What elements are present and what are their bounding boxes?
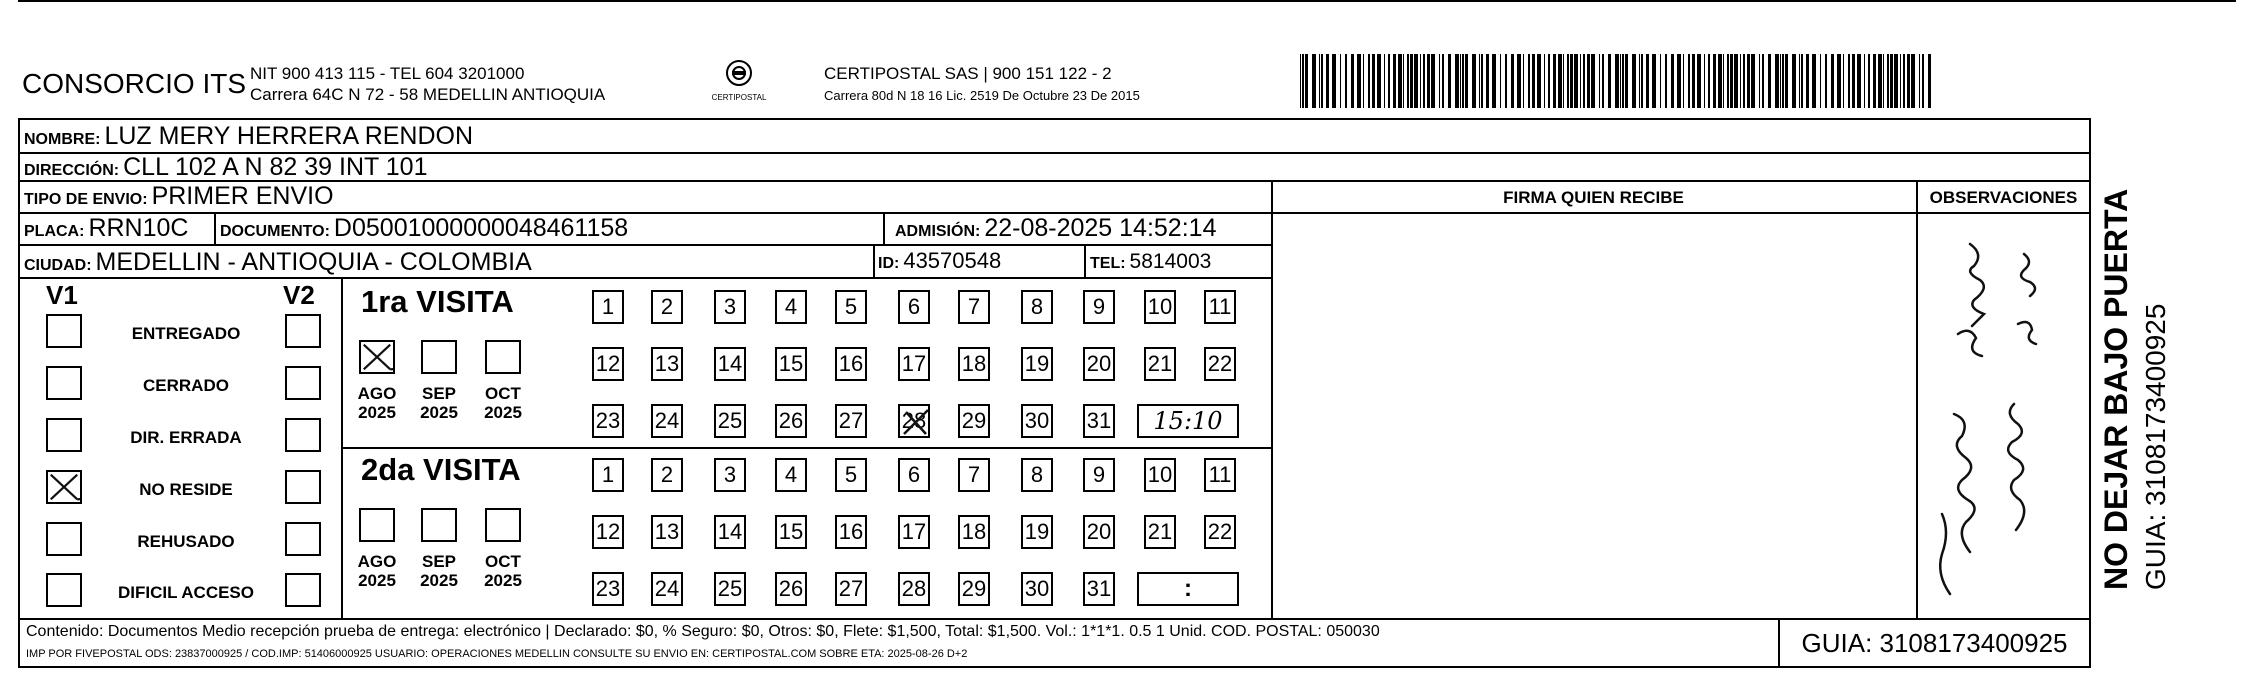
visit-divider [341,447,1271,449]
barcode-bar [1775,54,1779,108]
barcode-bar [1660,54,1661,108]
barcode-bar [1517,54,1521,108]
day-box[interactable]: 12 [592,515,624,549]
barcode-bar [1548,54,1550,108]
barcode-bar [1677,54,1681,108]
month-checkbox[interactable] [485,340,521,374]
documento-value: D05001000000048461158 [333,214,629,242]
barcode-bar [1887,54,1889,108]
barcode-bar [1448,54,1451,108]
barcode-bar [1439,54,1440,108]
barcode-bar [1302,54,1304,108]
barcode-bar [1782,54,1784,108]
barcode-bar [1801,54,1803,108]
status-label: ENTREGADO [131,324,241,343]
day-box[interactable]: 31 [1083,404,1115,438]
barcode-bar [1462,54,1464,108]
day-box[interactable]: 17 [898,515,930,549]
barcode-bar [1321,54,1323,108]
month-year: 2025 [358,403,396,422]
day-box[interactable]: 24 [651,404,683,438]
day-box[interactable]: 25 [714,572,746,606]
barcode-bar [1505,54,1507,108]
barcode-bar [1697,54,1701,108]
barcode-bar [1326,54,1329,108]
barcode-bar [1704,54,1705,108]
barcode-bar [1532,54,1535,108]
status-label: DIR. ERRADA [130,428,242,447]
month-name: OCT [485,552,521,571]
barcode-bar [1300,54,1301,108]
table-bottom-line [18,666,2091,668]
day-box[interactable]: 10 [1144,458,1176,492]
barcode-bar [1558,54,1562,108]
day-box[interactable]: 2 [651,458,683,492]
day-box[interactable]: 8 [1021,458,1053,492]
month-name: SEP [421,384,457,403]
day-box[interactable]: 20 [1083,515,1115,549]
barcode-bar [1723,54,1724,108]
month-label [475,552,531,590]
barcode-bar [1591,54,1595,108]
day-box[interactable]: 2 [651,290,683,324]
month-year: 2025 [484,403,522,422]
day-box[interactable]: 13 [651,515,683,549]
day-box[interactable]: 6 [898,458,930,492]
barcode-bar [1928,54,1931,108]
barcode-bar [1864,54,1865,108]
month-year: 2025 [420,571,458,590]
day-box[interactable]: 10 [1144,290,1176,324]
nombre-value: LUZ MERY HERRERA RENDON [104,122,474,150]
barcode-bar [1831,54,1834,108]
barcode-bar [1718,54,1722,108]
barcode-bar [1340,54,1341,108]
day-box[interactable]: 11 [1204,290,1236,324]
barcode-bar [1574,54,1578,108]
day-box[interactable]: 4 [775,290,807,324]
documento-row [220,216,628,241]
barcode-bar [1615,54,1619,108]
barcode-bar [1455,54,1459,108]
day-box[interactable]: 8 [1021,290,1053,324]
col-line [1084,244,1086,278]
month-name: SEP [421,552,457,571]
status-v2-checkbox[interactable] [285,573,321,607]
month-checkbox[interactable] [421,508,457,542]
check-mark-icon [361,342,393,372]
barcode-bar [1442,54,1444,108]
barcode-bar [1523,54,1524,108]
barcode-bar [1608,54,1611,108]
barcode-bar [1622,54,1624,108]
barcode-bar [1883,54,1884,108]
day-box[interactable]: 27 [835,572,867,606]
barcode-bar [1492,54,1496,108]
barcode-bar [1312,54,1316,108]
visit-title: 2da VISITA [361,452,521,487]
barcode-bar [1632,54,1636,108]
carrier-name: CERTIPOSTAL SAS | 900 151 122 - 2 [824,64,1112,83]
table-top-line [18,118,2091,120]
imp-line: IMP POR FIVEPOSTAL ODS: 23837000925 / COD.IMP: 51406000925 USUARIO: OPERACIONES MEDELLIN CONSULTE SU ENVIO EN: CERTIPOSTAL.COM SOBRE ETA: 2025-08-26 D+2 [26,648,968,660]
visit-time-box[interactable]: : [1137,572,1239,606]
side-warning: NO DEJAR BAJO PUERTA [2098,188,2134,590]
barcode-bar [1734,54,1738,108]
barcode-bar [1486,54,1489,108]
id-row [878,250,1001,272]
day-box[interactable]: 21 [1144,347,1176,381]
month-year: 2025 [420,403,458,422]
barcode-bar [1620,54,1621,108]
barcode-bar [1759,54,1760,108]
day-box[interactable]: 22 [1204,347,1236,381]
month-checkbox[interactable] [421,340,457,374]
barcode-bar [1652,54,1656,108]
status-v1-checkbox[interactable] [46,573,82,607]
month-label [411,384,467,422]
barcode-bar [1465,54,1468,108]
documento-label: DOCUMENTO: [220,223,330,240]
barcode-bar [1363,54,1364,108]
sender-name: CONSORCIO ITS [22,68,247,99]
status-label: REHUSADO [137,532,235,551]
barcode-bar [1868,54,1870,108]
barcode-bar [1740,54,1741,108]
barcode-bar [1890,54,1893,108]
day-box[interactable]: 7 [958,458,990,492]
ciudad-value: MEDELLIN - ANTIOQUIA - COLOMBIA [95,248,532,276]
day-box[interactable]: 29 [958,572,990,606]
month-name: AGO [357,552,397,571]
placa-label: PLACA: [24,223,85,240]
day-box[interactable]: 19 [1021,515,1053,549]
status-label: DIFICIL ACCESO [117,583,254,602]
day-box[interactable]: 14 [714,515,746,549]
barcode-bar [1587,54,1590,108]
carrier-address: Carrera 80d N 18 16 Lic. 2519 De Octubre 23 De 2015 [824,88,1140,103]
barcode-bar [1911,54,1915,108]
day-box[interactable]: 19 [1021,347,1053,381]
month-checkbox[interactable] [359,508,395,542]
day-box[interactable]: 5 [835,458,867,492]
barcode-bar [1665,54,1667,108]
status-v1-checkbox[interactable] [46,470,82,504]
barcode-bar [1431,54,1435,108]
visit-title: 1ra VISITA [361,284,514,319]
barcode-bar [1481,54,1483,108]
barcode-bar [1423,54,1425,108]
day-box[interactable]: 12 [592,347,624,381]
day-box[interactable]: 21 [1144,515,1176,549]
day-box[interactable]: 18 [958,515,990,549]
day-box[interactable]: 3 [714,290,746,324]
barcode-bar [1751,54,1755,108]
barcode-bar [1599,54,1600,108]
footer-guia: GUIA: 3108173400925 [1801,628,2068,658]
month-label [475,384,531,422]
barcode-bar [1472,54,1476,108]
side-guia: GUIA: 3108173400925 [2140,303,2171,590]
barcode-bar [1384,54,1385,108]
ciudad-label: CIUDAD: [24,257,92,274]
barcode-bar [1319,54,1320,108]
day-box[interactable]: 26 [775,572,807,606]
barcode-bar [1806,54,1809,108]
barcode-bar [1857,54,1861,108]
barcode-bar [1407,54,1409,108]
barcode-bar [1368,54,1370,108]
barcode-bar [1780,54,1781,108]
day-box[interactable]: 30 [1021,404,1053,438]
barcode-bar [1692,54,1695,108]
certipostal-logo [704,58,774,102]
barcode-bar [1825,54,1827,108]
id-value: 43570548 [903,248,1002,273]
barcode-bar [1747,54,1750,108]
barcode-bar [1544,54,1545,108]
day-box[interactable]: 28 [898,404,930,438]
barcode-bar [1479,54,1480,108]
barcode-bar [1730,54,1733,108]
col-line [883,212,885,246]
barcode-bar [1708,54,1710,108]
direccion-label: DIRECCIÓN: [24,162,120,179]
barcode-bar [1625,54,1628,108]
day-box[interactable]: 23 [592,404,624,438]
barcode-bar [1727,54,1729,108]
status-label: NO RESIDE [139,480,233,499]
sender-nit: NIT 900 413 115 - TEL 604 3201000 [250,64,525,83]
observaciones-handwriting [1918,214,2089,618]
day-box[interactable]: 28 [898,572,930,606]
id-label: ID: [878,255,900,272]
day-box[interactable]: 27 [835,404,867,438]
barcode-bar [1878,54,1882,108]
direccion-row [24,155,428,180]
day-box[interactable]: 13 [651,347,683,381]
barcode-bar [1894,54,1898,108]
placa-row [24,216,188,241]
table-left-line [18,118,20,668]
barcode-bar [1500,54,1501,108]
barcode-bar [1351,54,1354,108]
barcode-bar [1903,54,1905,108]
barcode-bar [1820,54,1821,108]
barcode-bar [1511,54,1514,108]
barcode-bar [1414,54,1418,108]
logo-emblem-icon [724,58,754,88]
status-v2-checkbox[interactable] [285,314,321,348]
barcode-bar [1900,54,1901,108]
status-v2-checkbox[interactable] [285,418,321,452]
day-box[interactable]: 9 [1083,290,1115,324]
admision-label: ADMISIÓN: [895,223,981,240]
barcode-bar [1563,54,1564,108]
barcode-bar [1799,54,1800,108]
day-box[interactable]: 25 [714,404,746,438]
barcode-bar [1305,54,1308,108]
barcode-bar [1639,54,1640,108]
barcode-bar [1922,54,1924,108]
barcode-bar [1420,54,1421,108]
status-v2-checkbox[interactable] [285,522,321,556]
barcode-bar [1567,54,1569,108]
tipo-label: TIPO DE ENVIO: [24,191,148,208]
status-v1-checkbox[interactable] [46,418,82,452]
day-check-mark-icon [900,406,932,440]
barcode-bar [1919,54,1920,108]
barcode-bar [1583,54,1585,108]
footer-top-line [18,618,2091,620]
table-right-line [2089,118,2091,668]
day-box[interactable]: 26 [775,404,807,438]
barcode-bar [1852,54,1855,108]
col-line [873,244,875,278]
day-box[interactable]: 15 [775,515,807,549]
barcode-bar [1641,54,1643,108]
logo-text: CERTIPOSTAL [711,93,767,102]
day-box[interactable]: 1 [592,458,624,492]
check-mark-icon [48,472,80,502]
barcode-bar [1403,54,1404,108]
tipo-value: PRIMER ENVIO [151,182,334,210]
visit-time-box[interactable]: 15:10 [1137,404,1239,438]
barcode-image [1298,54,1938,108]
day-box[interactable]: 29 [958,404,990,438]
barcode-bar [1812,54,1816,108]
status-v1-checkbox[interactable] [46,366,82,400]
day-box[interactable]: 6 [898,290,930,324]
day-box[interactable]: 18 [958,347,990,381]
tel-label: TEL: [1090,255,1126,272]
month-checkbox[interactable] [359,340,395,374]
tipo-row [24,184,334,209]
day-box[interactable]: 9 [1083,458,1115,492]
month-label [349,552,405,590]
month-year: 2025 [358,571,396,590]
barcode-bar [1688,54,1690,108]
day-box[interactable]: 15 [775,347,807,381]
signature-area[interactable] [1273,214,1916,618]
day-box[interactable]: 24 [651,572,683,606]
day-box[interactable]: 30 [1021,572,1053,606]
col-line [214,212,216,246]
barcode-bar [1393,54,1396,108]
barcode-bar [1372,54,1375,108]
top-border [18,0,2236,2]
status-label: CERRADO [143,376,229,395]
firma-header: FIRMA QUIEN RECIBE [1503,188,1684,207]
barcode-bar [1683,54,1684,108]
barcode-bar [1848,54,1850,108]
barcode-bar [1602,54,1604,108]
barcode-bar [1528,54,1530,108]
observaciones-header: OBSERVACIONES [1929,188,2078,207]
placa-value: RRN10C [88,214,189,242]
day-box[interactable]: 16 [835,515,867,549]
nombre-row [24,124,473,149]
admision-row [895,216,1216,241]
barcode-bar [1792,54,1796,108]
barcode-bar [1345,54,1347,108]
status-v1-checkbox[interactable] [46,522,82,556]
barcode-bar [1553,54,1556,108]
month-checkbox[interactable] [485,508,521,542]
barcode-bar [1460,54,1461,108]
direccion-value: CLL 102 A N 82 39 INT 101 [123,153,428,181]
nombre-label: NOMBRE: [24,131,101,148]
contenido-line: Contenido: Documentos Medio recepción prueba de entrega: electrónico | Declarado: $0, % Seguro: $0, Otros: $0, Flete: $1,500, Total: $1,500. Vol.: 1*1*1. 0.5 1 Unid. COD. POSTAL: 050030 [26,623,1380,640]
month-label [411,552,467,590]
barcode-bar [1332,54,1336,108]
day-box[interactable]: 7 [958,290,990,324]
day-box[interactable]: 20 [1083,347,1115,381]
day-box[interactable]: 22 [1204,515,1236,549]
day-box[interactable]: 5 [835,290,867,324]
barcode-bar [1377,54,1381,108]
barcode-bar [1785,54,1788,108]
day-box[interactable]: 4 [775,458,807,492]
barcode-bar [1646,54,1649,108]
month-year: 2025 [484,571,522,590]
status-v2-checkbox[interactable] [285,470,321,504]
v1-label: V1 [46,280,78,310]
day-box[interactable]: 3 [714,458,746,492]
barcode-bar [1398,54,1402,108]
day-box[interactable]: 31 [1083,572,1115,606]
barcode-bar [1843,54,1844,108]
barcode-bar [1537,54,1541,108]
barcode-bar [1907,54,1910,108]
barcode-bar [1357,54,1361,108]
barcode-bar [1713,54,1716,108]
day-box[interactable]: 17 [898,347,930,381]
month-name: OCT [485,384,521,403]
status-v2-checkbox[interactable] [285,366,321,400]
status-v1-checkbox[interactable] [46,314,82,348]
day-box[interactable]: 23 [592,572,624,606]
barcode-bar [1580,54,1581,108]
barcode-bar [1388,54,1390,108]
tel-row [1090,251,1211,272]
admision-value: 22-08-2025 14:52:14 [984,214,1217,242]
barcode-bar [1762,54,1764,108]
barcode-bar [1671,54,1674,108]
month-label [349,384,405,422]
day-box[interactable]: 1 [592,290,624,324]
barcode-bar [1410,54,1413,108]
day-box[interactable]: 14 [714,347,746,381]
ciudad-row [24,250,532,275]
sender-address: Carrera 64C N 72 - 58 MEDELLIN ANTIOQUIA [250,85,606,104]
barcode-bar [1873,54,1876,108]
barcode-bar [1743,54,1745,108]
tel-value: 5814003 [1129,250,1212,273]
barcode-bar [1837,54,1841,108]
day-box[interactable]: 16 [835,347,867,381]
day-box[interactable]: 11 [1204,458,1236,492]
month-name: AGO [357,384,397,403]
v2-label: V2 [283,280,315,310]
barcode-bar [1768,54,1771,108]
barcode-bar [1427,54,1430,108]
barcode-bar [1570,54,1573,108]
